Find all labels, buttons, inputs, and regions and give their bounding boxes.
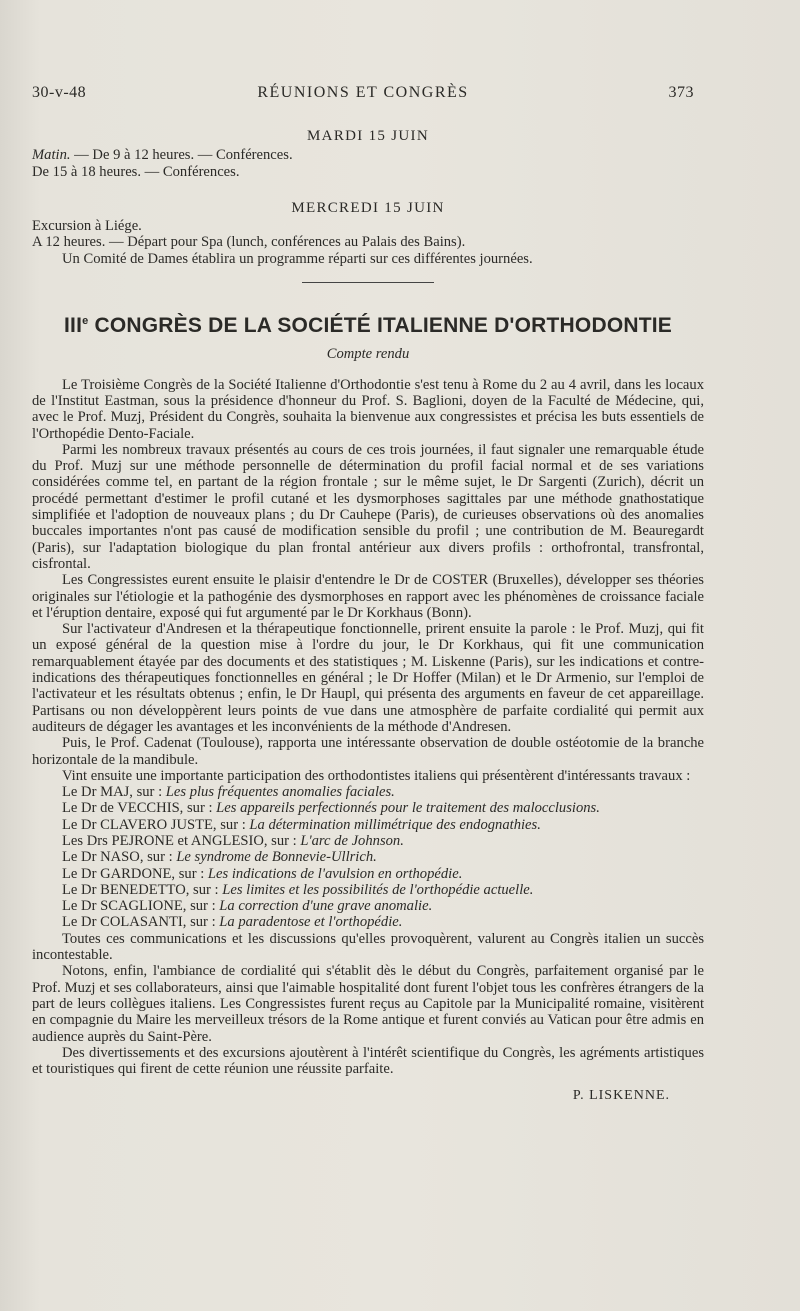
- day1-title: MARDI 15 JUIN: [307, 128, 429, 144]
- session-label: Matin.: [32, 147, 71, 164]
- paragraph: Vint ensuite une importante participation des orthodontistes italiens qui présentèrent d'intéressants travaux :: [62, 767, 691, 784]
- title-numeral: III: [64, 314, 83, 338]
- article-subtitle: Compte rendu: [326, 346, 410, 363]
- talk-item: [32, 817, 704, 833]
- article-title: [32, 313, 704, 338]
- talk-speaker: Le Dr NASO, sur :: [62, 849, 177, 866]
- talk-item: [32, 849, 704, 865]
- paragraph: Notons, enfin, l'ambiance de cordialité qui s'établit dès le début du Congrès, parfaitement organisé par le Prof. Muzj et ses collaborateurs, ainsi que l'aimable hospitalité dont furent l'objet tous les confrères étrangers de la part de leurs collègues italiens. Les Congressistes furent reçus au Capitole par la Municipalité romaine, visitèrent en compagnie du Maire les merveilleux trésors de la Rome antique et furent conviés au Vatican pour être admis en audience auprès du Saint-Père.: [32, 963, 704, 1045]
- talk-speaker: Le Dr COLASANTI, sur :: [62, 914, 220, 931]
- paragraph: Puis, le Prof. Cadenat (Toulouse), rapporta une intéressante observation de double ostéotomie de la branche horizontale de la mandibule.: [32, 735, 704, 768]
- talk-speaker: Le Dr MAJ, sur :: [62, 784, 166, 801]
- author-signature: P. LISKENNE.: [572, 1088, 670, 1104]
- talk-title: La paradentose et l'orthopédie.: [219, 914, 403, 931]
- day1-line-2: De 15 à 18 heures. — Conférences.: [32, 163, 240, 180]
- talk-item: [32, 914, 704, 930]
- session-text: — De 9 à 12 heures. — Conférences.: [70, 147, 293, 164]
- talk-speaker: Le Dr CLAVERO JUSTE, sur :: [62, 816, 250, 833]
- paragraph: Sur l'activateur d'Andresen et la thérapeutique fonctionnelle, prirent ensuite la parole : le Prof. Muzj, qui fit un exposé général de la question mise à l'ordre du jour, le Dr Korkhaus, qui fit une communication remarquablement étayée par des documents et des statistiques ; M. Liskenne (Paris), sur les indications et contre-indications des thérapeutiques fonctionnelles en général ; le Dr Hoffer (Milan) et le Dr Armenio, sur l'emploi de l'activateur et les résultats obtenus ; enfin, le Dr Haupl, qui présenta des arguments en faveur de cet appareillage. Partisans ou non développèrent leurs points de vue dans une atmosphère de parfaite cordialité qui permit aux auditeurs de dégager les avantages et les inconvénients de la méthode d'Andresen.: [32, 621, 704, 735]
- talk-speaker: Le Dr SCAGLIONE, sur :: [62, 898, 220, 915]
- talk-title: Le syndrome de Bonnevie-Ullrich.: [176, 849, 377, 866]
- page-number: 373: [668, 84, 694, 101]
- talk-speaker: Le Dr BENEDETTO, sur :: [62, 881, 223, 898]
- page-content: [32, 120, 704, 1105]
- talk-item: [32, 882, 704, 898]
- talk-item: [32, 898, 704, 914]
- title-text: CONGRÈS DE LA SOCIÉTÉ ITALIENNE D'ORTHODONTIE: [88, 314, 672, 338]
- article-body: [32, 377, 704, 1105]
- talk-title: Les plus fréquentes anomalies faciales.: [165, 784, 395, 801]
- talk-speaker: Le Dr GARDONE, sur :: [62, 865, 208, 882]
- running-header: [32, 84, 694, 106]
- day2-title: MERCREDI 15 JUIN: [291, 199, 445, 216]
- talk-item: [32, 866, 704, 882]
- talk-item: [32, 784, 704, 800]
- talk-title: Les appareils perfectionnés pour le traitement des malocclusions.: [216, 800, 600, 817]
- talk-item: [32, 833, 704, 849]
- section-divider: [302, 282, 434, 283]
- title-superscript: e: [82, 315, 89, 328]
- paragraph: Le Troisième Congrès de la Société Italienne d'Orthodontie s'est tenu à Rome du 2 au 4 avril, dans les locaux de l'Institut Eastman, sous la présidence d'honneur du Prof. S. Baglioni, doyen de la Faculté de Médecine, qui, avec le Prof. Muzj, Président du Congrès, souhaita la bienvenue aux congressistes et précisa les buts essentiels de l'Orthopédie Dento-Faciale.: [32, 376, 704, 442]
- talk-title: La correction d'une grave anomalie.: [219, 898, 433, 915]
- talk-speaker: Les Drs PEJRONE et ANGLESIO, sur :: [62, 832, 301, 849]
- talk-item: [32, 800, 704, 816]
- talk-title: Les indications de l'avulsion en orthopédie.: [207, 865, 463, 882]
- paragraph: Parmi les nombreux travaux présentés au cours de ces trois journées, il faut signaler une remarquable étude du Prof. Muzj sur une méthode personnelle de détermination du profil facial normal et de ses variations considérées comme tel, en partant de la région frontale ; sur le même sujet, le Dr Sargenti (Zurich), décrit un procédé permettant d'estimer le profil cutané et les dysmorphoses sagittales par une méthode gnathostatique simplifiée et l'adoption de nouveaux plans ; du Dr Cauhepe (Paris), de curieuses observations où des anomalies buccales importantes n'ont pas causé de modification sensible du profil ; une contribution de M. Beauregardt (Paris), sur l'adaptation biologique du plan frontal antérieur aux divers profils : orthofrontal, transfrontal, cisfrontal.: [32, 441, 704, 572]
- paragraph: Les Congressistes eurent ensuite le plaisir d'entendre le Dr de COSTER (Bruxelles), développer ses théories originales sur l'étiologie et la pathogénie des dysmorphoses en rapport avec les phénomènes de croissance faciale et l'éruption dentaire, exposé qui fut argumenté par le Dr Korkhaus (Bonn).: [32, 572, 704, 621]
- day2-line-2: A 12 heures. — Départ pour Spa (lunch, conférences au Palais des Bains).: [32, 234, 466, 251]
- header-section-title: RÉUNIONS ET CONGRÈS: [257, 84, 469, 101]
- paragraph: Toutes ces communications et les discussions qu'elles provoquèrent, valurent au Congrès italien un succès incontestable.: [32, 930, 704, 964]
- header-date: 30-v-48: [32, 84, 87, 101]
- day2-line-1: Excursion à Liége.: [32, 218, 142, 235]
- talk-title: La détermination millimétrique des endognathies.: [249, 816, 541, 833]
- talk-title: Les limites et les possibilités de l'orthopédie actuelle.: [222, 881, 534, 898]
- talk-speaker: Le Dr de VECCHIS, sur :: [62, 800, 217, 817]
- paragraph: Des divertissements et des excursions ajoutèrent à l'intérêt scientifique du Congrès, les agréments artistiques et touristiques qui firent de cette réunion une réussite parfaite.: [32, 1044, 704, 1078]
- talk-title: L'arc de Johnson.: [300, 832, 404, 849]
- talk-list: [32, 784, 704, 931]
- day1-line-1: [32, 147, 704, 163]
- day2-line-3: Un Comité de Dames établira un programme réparti sur ces différentes journées.: [62, 250, 533, 267]
